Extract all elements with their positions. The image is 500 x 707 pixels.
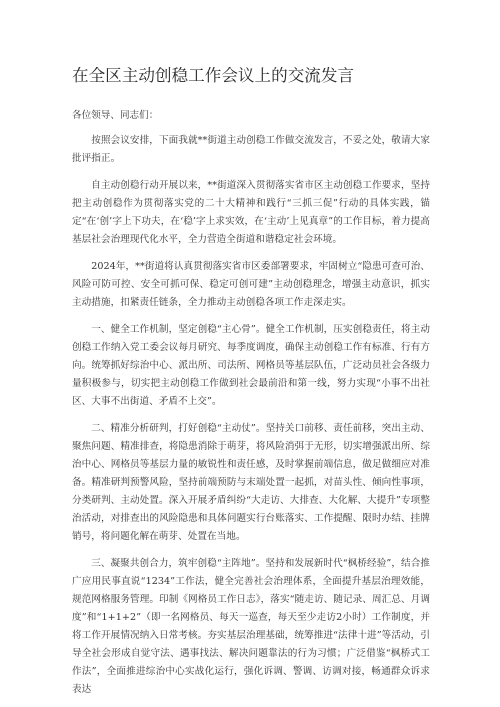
document-title: 在全区主动创稳工作会议上的交流发言	[72, 66, 355, 85]
paragraph-intro: 按照会议安排，下面我就**街道主动创稳工作做交流发言，不妥之处，敬请大家批评指正。	[72, 135, 430, 164]
paragraph-2024-plan: 2024年，**街道将认真贯彻落实省市区委部署要求，牢固树立“隐患可查可治、风险可防可控、安全可抓可保、稳定可创可建”主动创稳理念，增强主动意识，抓实主动措施，扣紧责任链条，全力推动主动创稳各项工作走深走实。	[72, 261, 430, 308]
paragraph-section-3: 三、凝聚共创合力，筑牢创稳“主阵地”。坚持和发展新时代“枫桥经验”，结合推广应用民事直说“1234”工作法，健全完善社会治理体系，全面提升基层治理效能，规范网格服务管理。印制《网格员工作日志》，落实“随走访、随记录、周汇总、月调度”和“1+1+2”（即一名网格员、每天一巡查，每天至少走访2小时）工作制度，并将工作开展情况纳入日常考核。夯实基层治理基础，统筹推进“法律十进”等活动，引导全社会形成自觉守法、遇事找法、解决问题靠法的行为习惯；广泛借鉴“枫桥式工作法”，全面推进综治中心实战化运行，强化诉调、警调、访调对接，畅通群众诉求表达	[72, 558, 430, 695]
salutation: 各位领导、同志们：	[72, 110, 159, 121]
paragraph-section-1: 一、健全工作机制，坚定创稳“主心骨”。健全工作机制，压实创稳责任，将主动创稳工作纳入党工委会议每月研究、每季度调度，确保主动创稳工作有标准、行有方向。统筹抓好综治中心、派出所、司法所、网格员等基层队伍，广泛动员社会各级力量积极参与，切实把主动创稳工作做到社会最前沿和第一线，努力实现“小事不出社区、大事不出街道、矛盾不上交”。	[72, 324, 430, 407]
paragraph-background: 自主动创稳行动开展以来，**街道深入贯彻落实省市区主动创稳工作要求，坚持把主动创稳作为贯彻落实党的二十大精神和践行“三抓三促”行动的具体实践，锚定“在‘创’字上下功夫，在‘稳’字上求实效，在‘主动’上见真章”的工作目标，着力提高基层社会治理现代化水平，全力营造全街道和谐稳定社会环境。	[72, 180, 430, 245]
paragraph-section-2: 二、精准分析研判，打好创稳“主动仗”。坚持关口前移、责任前移，突出主动、聚焦问题、精准排查，将隐患消除于萌芽，将风险消弭于无形，切实增强派出所、综治中心、网格员等基层力量的敏锐性和责任感，及时掌握前端信息，做足做细应对准备。精准研判预警风险，坚持前端预防与末端处置一起抓，对苗头性、倾向性事项，分类研判、主动处置。深入开展矛盾纠纷“大走访、大排查、大化解、大提升”专项整治活动，对排查出的风险隐患和具体问题实行台账落实、工作提醒、限时办结、挂牌销号，将问题化解在萌芽、处置在当地。	[72, 423, 430, 542]
